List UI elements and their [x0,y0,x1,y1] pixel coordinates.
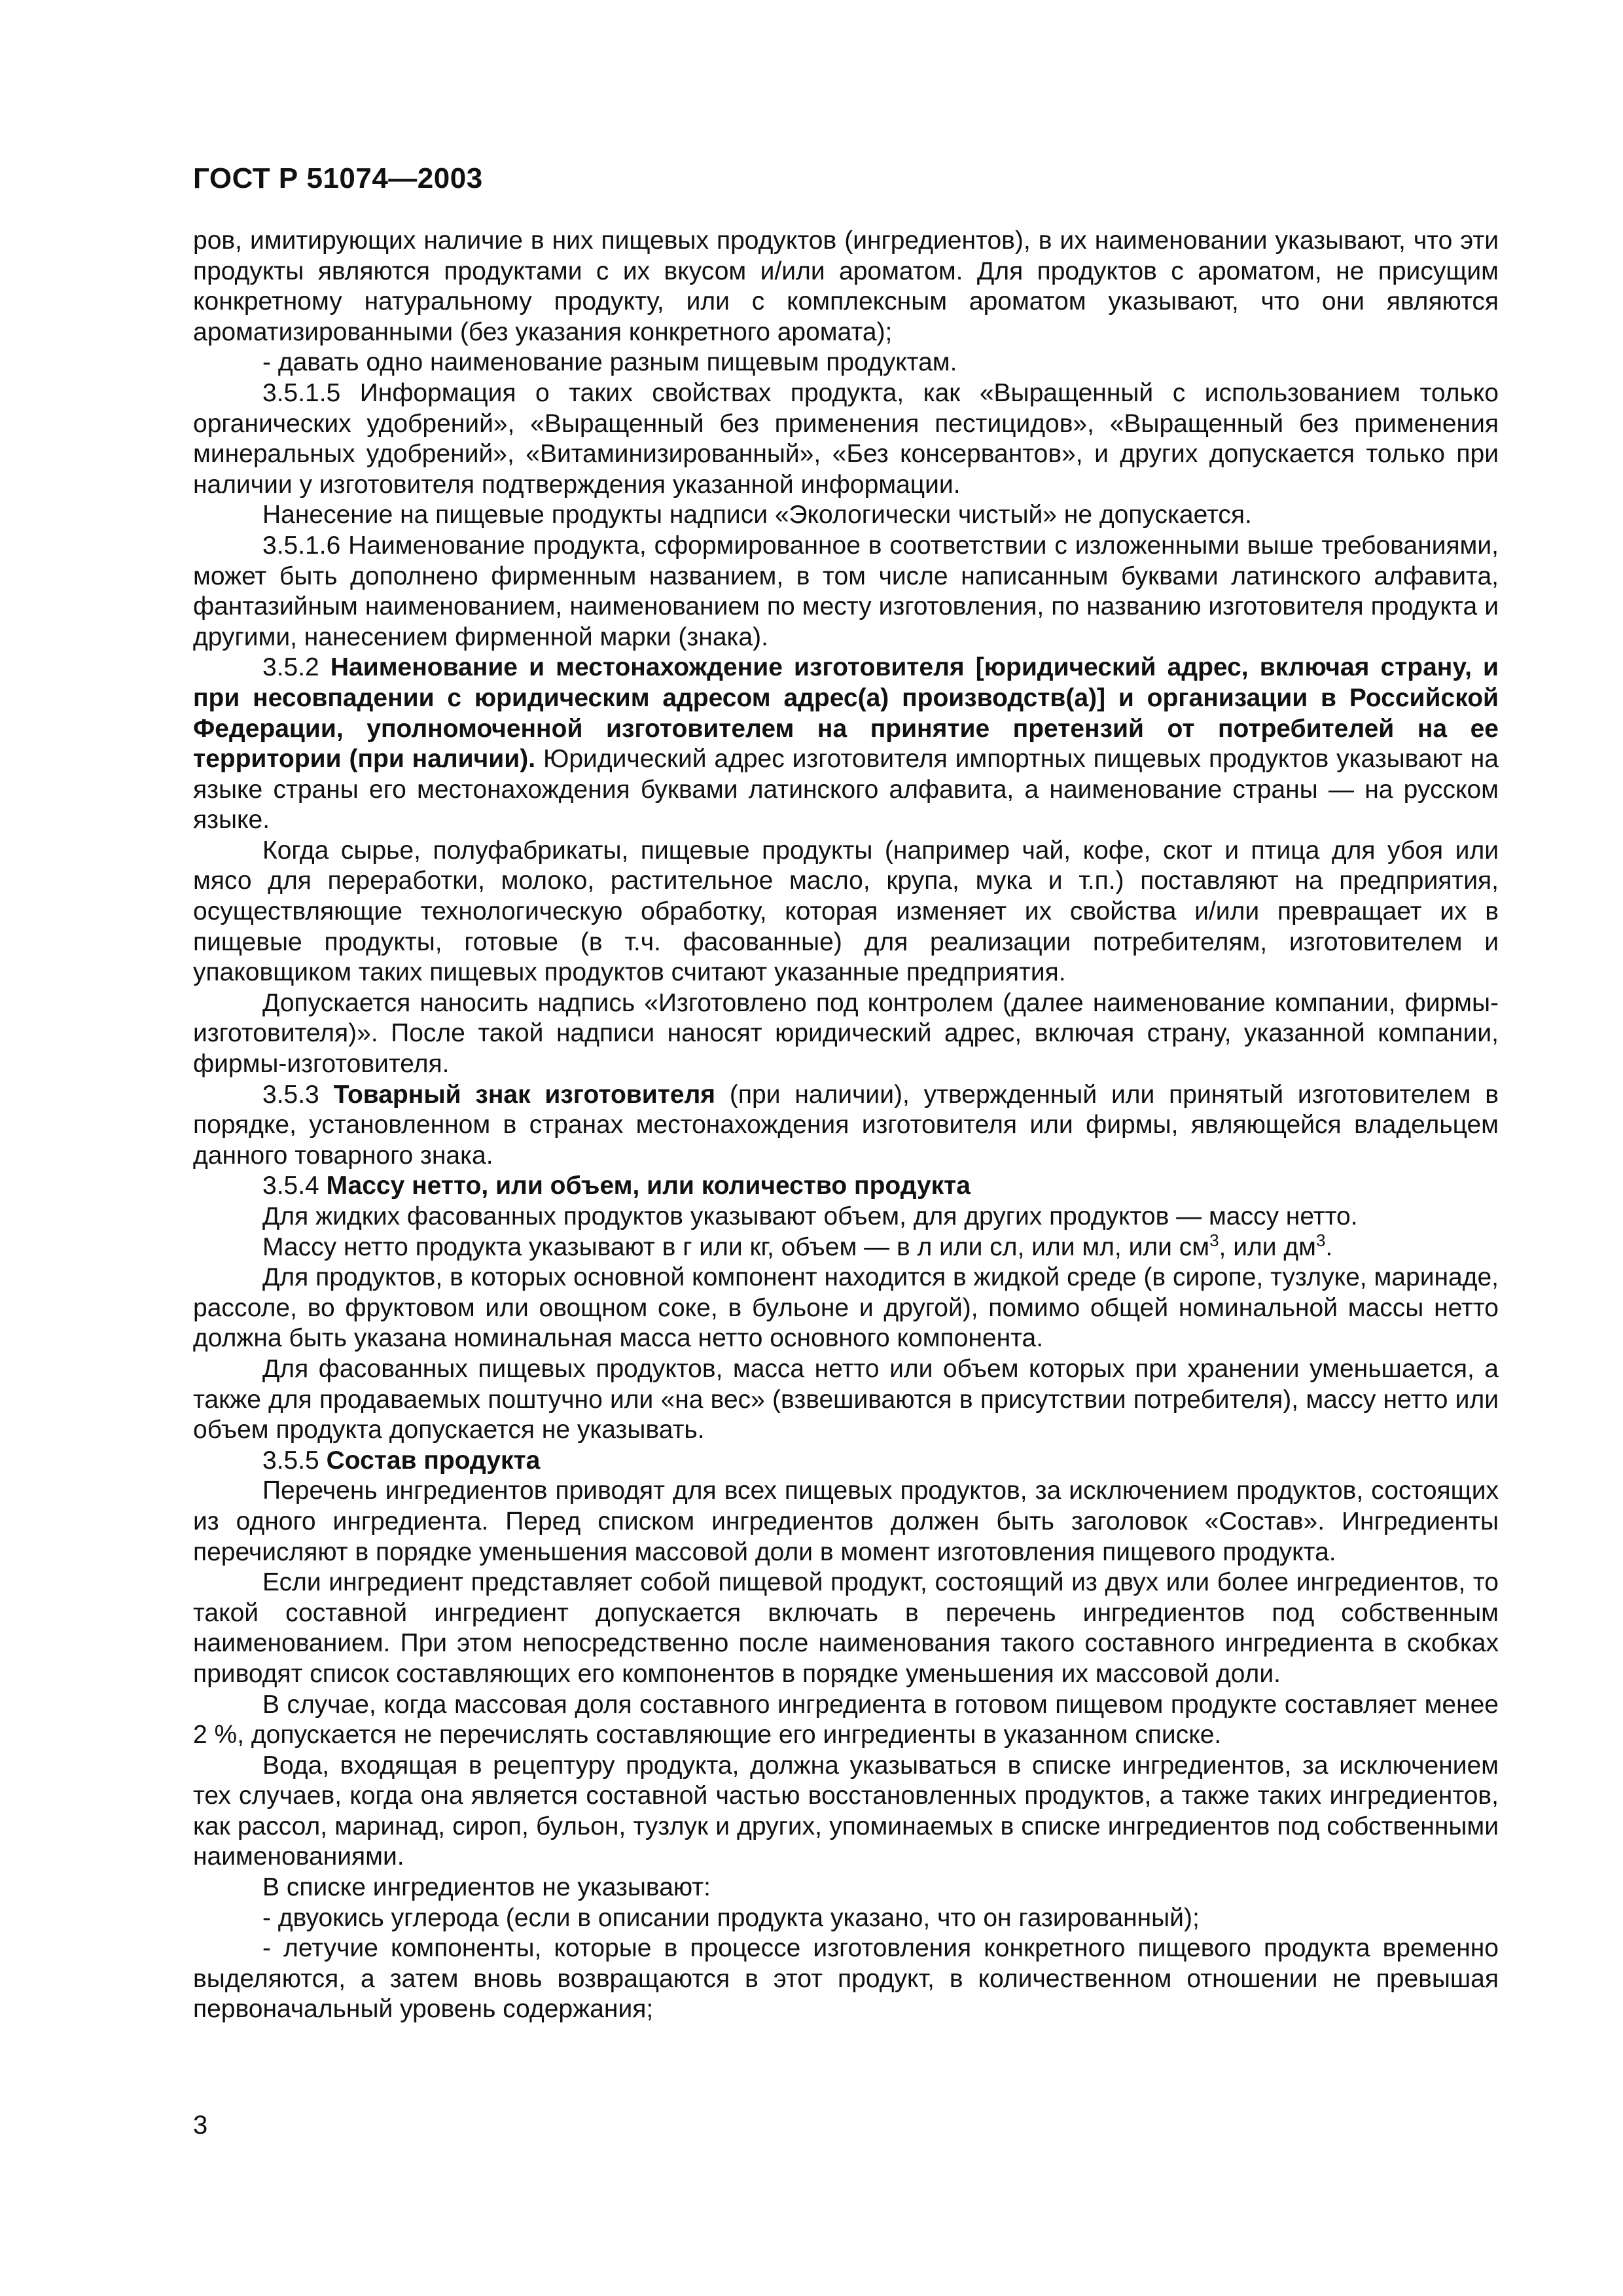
paragraph: Для жидких фасованных продуктов указывают объем, для других продуктов — массу нетто. [262,1202,1358,1230]
clause-number: 3.5.5 [262,1446,319,1475]
paragraph: - давать одно наименование разным пищевым продуктам. [262,348,957,377]
clause-number: 3.5.3 [262,1080,319,1109]
list-item: - летучие компоненты, которые в процессе изготовления конкретного пищевого продукта временно выделяются, а затем вновь возвращаются в этот продукт, в количественном отношении не превышая первоначальный уровень содержания; [193,1934,1499,2024]
clause-heading: Состав продукта [326,1446,541,1475]
page-number: 3 [193,2111,208,2140]
clause-number: 3.5.2 [262,653,319,682]
paragraph-3-5-3: 3.5.3 Товарный знак изготовителя (при наличии), утвержденный или принятый изготовителем в порядке, установленном в странах местонахождения изготовителя или фирмы, являющейся владельцем данного товарного знака. [193,1080,1499,1170]
paragraph-3-5-5 [193,1446,1499,1477]
paragraph: Допускается наносить надпись «Изготовлено под контролем (далее наименование компании, фирмы-изготовителя)». После такой надписи наносят юридический адрес, включая страну, указанной компании, фирмы-изготовителя. [193,988,1499,1079]
paragraph: Нанесение на пищевые продукты надписи «Экологически чистый» не допускается. [262,501,1252,529]
paragraph: Когда сырье, полуфабрикаты, пищевые продукты (например чай, кофе, скот и птица для убоя или мясо для переработки, молоко, растительное масло, крупа, мука и т.п.) поставляют на предприятия, осуществляющие технологическую обработку, которая изменяет их свойства и/или превращает их в пищевые продукты, готовые (в т.ч. фасованные) для реализации потребителям, изготовителем и упаковщиком таких пищевых продуктов считают указанные предприятия. [193,836,1499,987]
paragraph: Если ингредиент представляет собой пищевой продукт, состоящий из двух или более ингредиентов, то такой составной ингредиент допускается включать в перечень ингредиентов под собственным наименованием. При этом непосредственно после наименования такого составного ингредиента в скобках приводят список составляющих его компонентов в порядке уменьшения их массовой доли. [193,1568,1499,1688]
clause-number: 3.5.4 [262,1172,319,1200]
clause-heading: Наименование и местонахождение изготовителя [юридический адрес, включая страну, и при несовпадении с юридическим адресом адрес(а) производств(а)] и организации в Российской Федерации, уполномоченной изготовителем на принятие претензий от потребителей на ее территории (при наличии). [193,653,1499,774]
clause-heading: Товарный знак изготовителя [333,1080,716,1109]
paragraph: Массу нетто продукта указывают в г или кг, объем — в л или сл, или мл, или $см^3$, или $дм^3$. [262,1230,1333,1261]
paragraph: Перечень ингредиентов приводят для всех пищевых продуктов, за исключением продуктов, состоящих из одного ингредиента. Перед списком ингредиентов должен быть заголовок «Состав». Ингредиенты перечисляют в порядке уменьшения массовой доли в момент изготовления пищевого продукта. [193,1477,1499,1566]
body-text [193,226,1499,2025]
paragraph: В случае, когда массовая доля составного ингредиента в готовом пищевом продукте составляет менее 2 %, допускается не перечислять составляющие его ингредиенты в указанном списке. [193,1690,1499,1749]
paragraph-3-5-1-6: 3.5.1.6 Наименование продукта, сформированное в соответствии с изложенными выше требованиями, может быть дополнено фирменным названием, в том числе написанным буквами латинского алфавита, фантазийным наименованием, наименованием по месту изготовления, по названию изготовителя продукта и другими, нанесением фирменной марки (знака). [193,531,1499,651]
paragraph: ров, имитирующих наличие в них пищевых продуктов (ингредиентов), в их наименовании указывают, что эти продукты являются продуктами с их вкусом и/или ароматом. Для продуктов с ароматом, не присущим конкретному натуральному продукту, или с комплексным ароматом указывают, что они являются ароматизированными (без указания конкретного аромата); [193,226,1499,346]
paragraph: Для фасованных пищевых продуктов, масса нетто или объем которых при хранении уменьшается, а также для продаваемых поштучно или «на вес» (взвешиваются в присутствии потребителя), массу нетто или объем продукта допускается не указывать. [193,1354,1499,1444]
document-header: ГОСТ Р 51074—2003 [193,162,483,194]
paragraph: В списке ингредиентов не указывают: [262,1873,711,1902]
paragraph: Для продуктов, в которых основной компонент находится в жидкой среде (в сиропе, тузлуке, маринаде, рассоле, во фруктовом или овощном соке, в бульоне и другой), помимо общей номинальной массы нетто должна быть указана номинальная масса нетто основного компонента. [193,1263,1499,1353]
paragraph: Вода, входящая в рецептуру продукта, должна указываться в списке ингредиентов, за исключением тех случаев, когда она является составной частью восстановленных продуктов, а также таких ингредиентов, как рассол, маринад, сироп, бульон, тузлук и других, упоминаемых в списке ингредиентов под собственными наименованиями. [193,1751,1499,1871]
clause-heading: Массу нетто, или объем, или количество продукта [326,1172,971,1200]
paragraph-3-5-2: 3.5.2 Наименование и местонахождение изготовителя [юридический адрес, включая страну, и при несовпадении с юридическим адресом адрес(а) производств(а)] и организации в Российской Федерации, уполномоченной изготовителем на принятие претензий от потребителей на ее территории (при наличии). Юридический адрес изготовителя импортных пищевых продуктов указывают на языке страны его местонахождения буквами латинского алфавита, а наименование страны — на русском языке. [193,653,1499,834]
paragraph-3-5-4 [193,1171,1499,1202]
paragraph-3-5-1-5: 3.5.1.5 Информация о таких свойствах продукта, как «Выращенный с использованием только органических удобрений», «Выращенный без применения пестицидов», «Выращенный без применения минеральных удобрений», «Витаминизированный», «Без консервантов», и других допускается только при наличии у изготовителя подтверждения указанной информации. [193,378,1499,499]
list-item: - двуокись углерода (если в описании продукта указано, что он газированный); [262,1903,1200,1932]
